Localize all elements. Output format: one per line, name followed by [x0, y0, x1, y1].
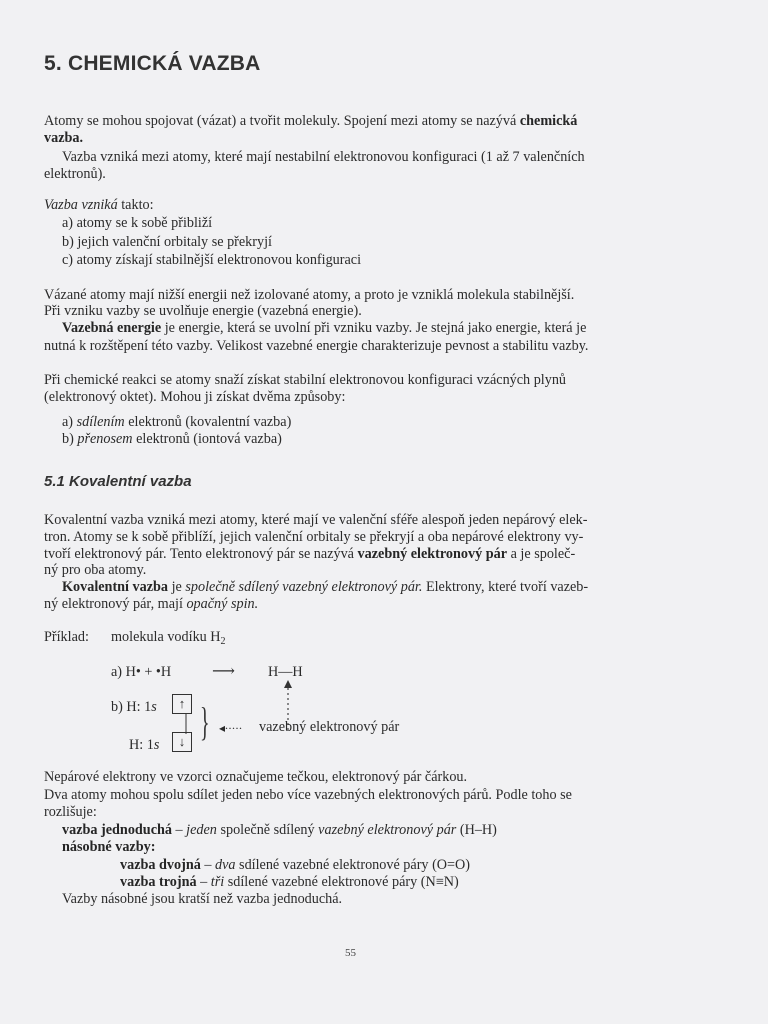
term-vazba: vazba. [44, 130, 84, 146]
term-vazba-dvojna: vazba dvojná [120, 857, 201, 873]
notes-last-line: Vazby násobné jsou kratší než vazba jednoduchá. [62, 891, 343, 907]
orbital-s: s [153, 737, 160, 753]
term-chemicka: chemická [519, 113, 578, 129]
orbital-s: s [151, 699, 157, 715]
energy-line-3 [62, 320, 586, 337]
intro-line-3: Vazba vzniká mezi atomy, které mají nestabilní elektronovou konfiguraci (1 až 7 valenčních [62, 149, 585, 165]
example-label: Příklad: [44, 629, 89, 645]
covalent-text: a je společ- [507, 546, 576, 562]
covalent-text: Elektrony, které tvoří vazeb- [422, 579, 589, 595]
reaction-line-2: (elektronový oktet). Mohou ji získat dvěma způsoby: [44, 389, 346, 405]
orbital-box-up [172, 694, 192, 714]
chapter-heading: 5. CHEMICKÁ VAZBA [44, 52, 261, 75]
single-bond-text: společně sdílený [216, 822, 319, 838]
energy-line-4: nutná k rozštěpení této vazby. Velikost vazebné energie charakterizuje pevnost a stabilitu vazby. [44, 338, 589, 354]
notes-line-1: Nepárové elektrony ve vzorci označujeme tečkou, elektronový pár čárkou. [44, 769, 468, 785]
intro-line-2 [44, 130, 83, 147]
term-vazba-trojna: vazba trojná [120, 874, 197, 890]
orbital-row-1 [111, 699, 157, 716]
reaction-arrow-icon: ⟶ [212, 663, 235, 680]
energy-line-3-rest: je energie, která se uvolní při vzniku vazby. Je stejná jako energie, která je [161, 320, 587, 336]
reaction-item-a [62, 414, 291, 431]
section-heading: 5.1 Kovalentní vazba [44, 473, 192, 490]
item-marker: b) [62, 431, 78, 447]
pointer-arrowhead-icon [284, 680, 292, 688]
notes-line-3: rozlišuje: [44, 804, 97, 820]
covalent-line-5 [62, 579, 588, 596]
reaction-line-1: Při chemické reakci se atomy snaží získat stabilní elektronovou konfiguraci vzácných plynů [44, 372, 567, 388]
reaction-item-b [62, 431, 282, 448]
dash: – [196, 874, 211, 890]
covalent-text: ný elektronový pár, mají [44, 596, 187, 612]
double-bond-text: sdílené vazebné elektronové páry (O=O) [235, 857, 471, 873]
dash: – [171, 822, 187, 838]
brace-icon: } [200, 699, 210, 744]
term-vazebna-energie: Vazebná energie [62, 320, 162, 336]
term-vazebny-par-italic: vazebný elektronový pár [318, 822, 457, 838]
intro-text: Atomy se mohou spojovat (vázat) a tvořit molekuly. Spojení mezi atomy se nazývá [44, 113, 520, 129]
bond-pair-label: vazebný elektronový pár [259, 719, 400, 735]
intro-line-1 [44, 113, 577, 130]
covalent-line-4: ný pro oba atomy. [44, 562, 147, 578]
term-jeden: jeden [186, 822, 217, 838]
formation-title [44, 197, 154, 214]
orbital-label-b: b) H: 1 [111, 699, 152, 715]
example-molecule [111, 629, 226, 650]
intro-line-4: elektronů). [44, 166, 106, 182]
term-dva: dva [215, 857, 236, 873]
item-text: elektronů (iontová vazba) [132, 431, 282, 447]
orbital-row-2 [129, 737, 159, 754]
covalent-line-3 [44, 546, 575, 563]
covalent-line-6 [44, 596, 258, 613]
orbital-connector [180, 714, 192, 734]
dash: – [200, 857, 215, 873]
term-vazba-jednoducha: vazba jednoduchá [62, 822, 172, 838]
item-text: elektronů (kovalentní vazba) [124, 414, 292, 430]
covalent-line-1: Kovalentní vazba vzniká mezi atomy, které mají ve valenční sféře alespoň jeden nepárový elek- [44, 512, 588, 528]
term-sdilenim: sdílením [76, 414, 125, 430]
molecule-name: molekula vodíku H [111, 629, 221, 645]
energy-line-2: Při vzniku vazby se uvolňuje energie (vazebná energie). [44, 303, 362, 319]
covalent-definition-italic: společně sdílený vazebný elektronový pár. [185, 579, 423, 595]
formation-item-c: c) atomy získají stabilnější elektronovou konfiguraci [62, 252, 362, 268]
formation-title-rest: takto: [117, 197, 154, 213]
orbital-box-down [172, 732, 192, 752]
formation-item-a: a) atomy se k sobě přibliží [62, 215, 213, 231]
notes-line-2: Dva atomy mohou spolu sdílet jeden nebo více vazebných elektronových párů. Podle toho se [44, 787, 572, 803]
term-tri: tři [210, 874, 225, 890]
covalent-text: tvoří elektronový pár. Tento elektronový pár se nazývá [44, 546, 358, 562]
term-vazebny-par: vazebný elektronový pár [357, 546, 508, 562]
example-a-reactants: a) H• + •H [111, 664, 172, 680]
single-bond-line [62, 822, 497, 839]
molecule-subscript: 2 [220, 636, 226, 647]
example-a-product: H—H [268, 664, 303, 680]
term-prenosem: přenosem [77, 431, 133, 447]
triple-bond-line [120, 874, 459, 891]
double-bond-line [120, 857, 470, 874]
item-marker: a) [62, 414, 77, 430]
term-kovalentni-vazba: Kovalentní vazba [62, 579, 169, 595]
single-bond-formula: (H–H) [456, 822, 497, 838]
covalent-text: je [168, 579, 186, 595]
spin-down-icon: ↓ [172, 732, 192, 752]
energy-line-1: Vázané atomy mají nižší energii než izolované atomy, a proto je vzniklá molekula stabilnější. [44, 287, 575, 303]
formation-item-b: b) jejich valenční orbitaly se překryjí [62, 234, 272, 250]
spin-up-icon: ↑ [172, 694, 192, 714]
covalent-line-2: tron. Atomy se k sobě přiblíží, jejich valenční orbitaly se překryjí a oba nepárové elektrony vy- [44, 529, 584, 545]
dotted-pointer-icon: ◂····· [219, 721, 243, 735]
orbital-label-c: H: 1 [129, 737, 154, 753]
term-nasobne-vazby: násobné vazby: [62, 839, 156, 855]
triple-bond-text: sdílené vazebné elektronové páry (N≡N) [224, 874, 459, 890]
formation-title-italic: Vazba vzniká [44, 197, 118, 213]
multiple-bonds-line [62, 839, 155, 856]
page-number: 55 [345, 947, 356, 959]
term-opacny-spin: opačný spin. [186, 596, 259, 612]
